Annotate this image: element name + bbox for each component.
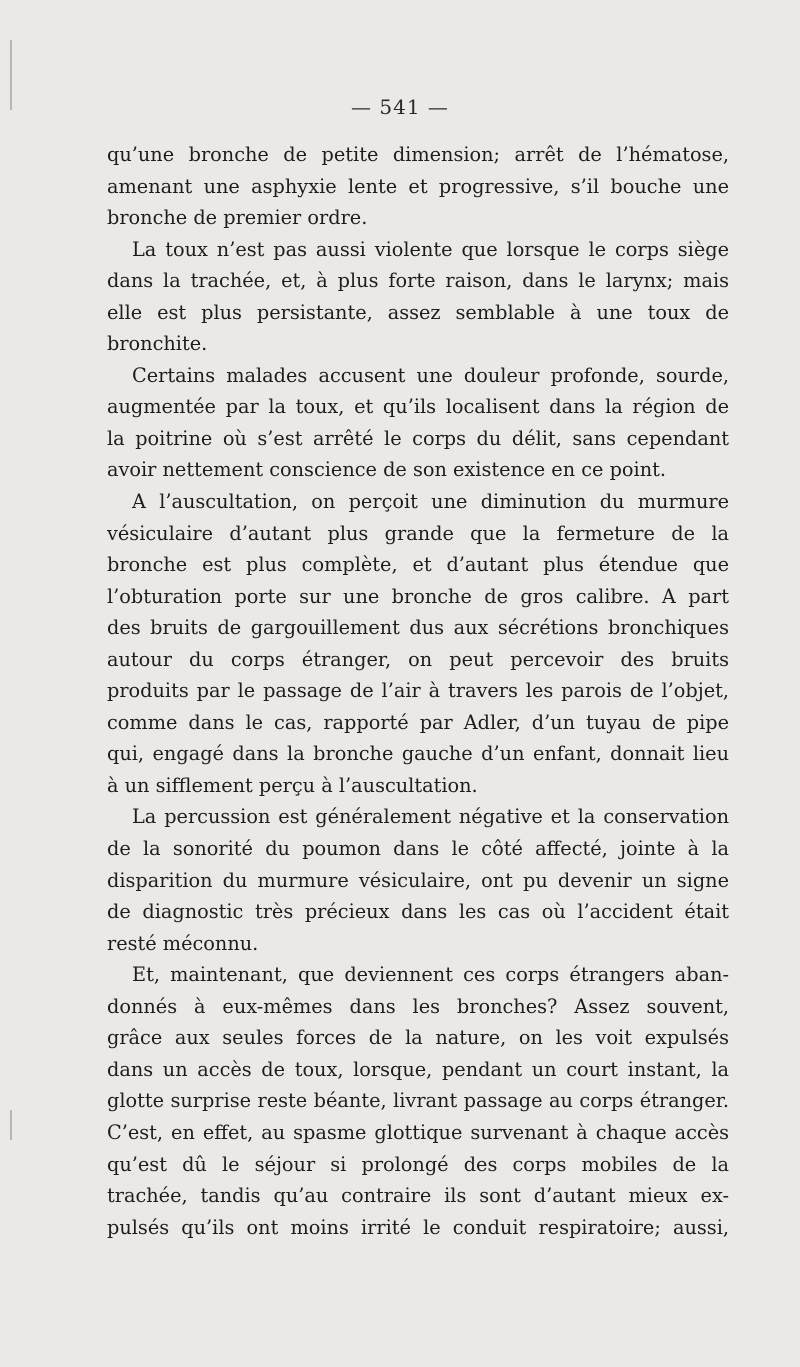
text-line: de diagnostic très précieux dans les cas où l’accident était: [107, 900, 729, 924]
text-line: donnés à eux-mêmes dans les bronches? Assez souvent,: [107, 994, 729, 1018]
text-line: de la sonorité du poumon dans le côté affecté, jointe à la: [107, 837, 729, 861]
text-line: augmentée par la toux, et qu’ils localisent dans la région de: [107, 395, 729, 419]
text-line: avoir nettement conscience de son existence en ce point.: [107, 458, 666, 482]
text-line: comme dans le cas, rapporté par Adler, d’un tuyau de pipe: [107, 710, 729, 734]
text-line: dans la trachée, et, à plus forte raison, dans le larynx; mais: [107, 269, 729, 293]
text-line: trachée, tandis qu’au contraire ils sont d’autant mieux ex-: [107, 1184, 729, 1208]
text-line: autour du corps étranger, on peut percevoir des bruits: [107, 647, 729, 671]
text-line: qu’une bronche de petite dimension; arrêt de l’hématose,: [107, 143, 729, 166]
text-line: bronche est plus complète, et d’autant plus étendue que: [107, 553, 729, 577]
text-line: bronche de premier ordre.: [107, 206, 368, 230]
text-line: des bruits de gargouillement dus aux sécrétions bronchiques: [107, 616, 729, 640]
text-line: amenant une asphyxie lente et progressive, s’il bouche une: [107, 174, 729, 198]
text-line: grâce aux seules forces de la nature, on les voit expulsés: [107, 1026, 729, 1050]
text-line: A l’auscultation, on perçoit une diminution du murmure: [132, 490, 729, 514]
page-number: — 541 —: [351, 95, 449, 119]
text-line: resté méconnu.: [107, 931, 259, 955]
text-line: dans un accès de toux, lorsque, pendant un court instant, la: [107, 1057, 729, 1081]
text-line: Certains malades accusent une douleur profonde, sourde,: [132, 363, 729, 387]
text-line: bronchite.: [107, 332, 208, 356]
text-line: elle est plus persistante, assez semblable à une toux de: [107, 300, 729, 324]
text-line: produits par le passage de l’air à travers les parois de l’objet,: [107, 679, 729, 703]
text-line: qui, engagé dans la bronche gauche d’un enfant, donnait lieu: [107, 742, 729, 766]
text-line: vésiculaire d’autant plus grande que la fermeture de la: [107, 521, 729, 545]
text-line: la poitrine où s’est arrêté le corps du délit, sans cependant: [107, 426, 729, 450]
text-line: qu’est dû le séjour si prolongé des corps mobiles de la: [107, 1152, 729, 1176]
text-line: glotte surprise reste béante, livrant passage au corps étranger.: [107, 1089, 729, 1113]
text-line: pulsés qu’ils ont moins irrité le conduit respiratoire; aussi,: [107, 1215, 729, 1239]
text-line: C’est, en effet, au spasme glottique survenant à chaque accès: [107, 1120, 729, 1144]
text-line: La toux n’est pas aussi violente que lorsque le corps siège: [132, 237, 729, 261]
text-line: Et, maintenant, que deviennent ces corps étrangers aban-: [132, 963, 729, 987]
text-line: l’obturation porte sur une bronche de gros calibre. A part: [107, 584, 729, 608]
text-line: La percussion est généralement négative et la conservation: [132, 805, 729, 829]
margin-mark: [10, 1110, 12, 1140]
text-line: à un sifflement perçu à l’auscultation.: [107, 773, 478, 797]
body-text: [107, 139, 729, 1243]
text-line: disparition du murmure vésiculaire, ont pu devenir un signe: [107, 868, 729, 892]
